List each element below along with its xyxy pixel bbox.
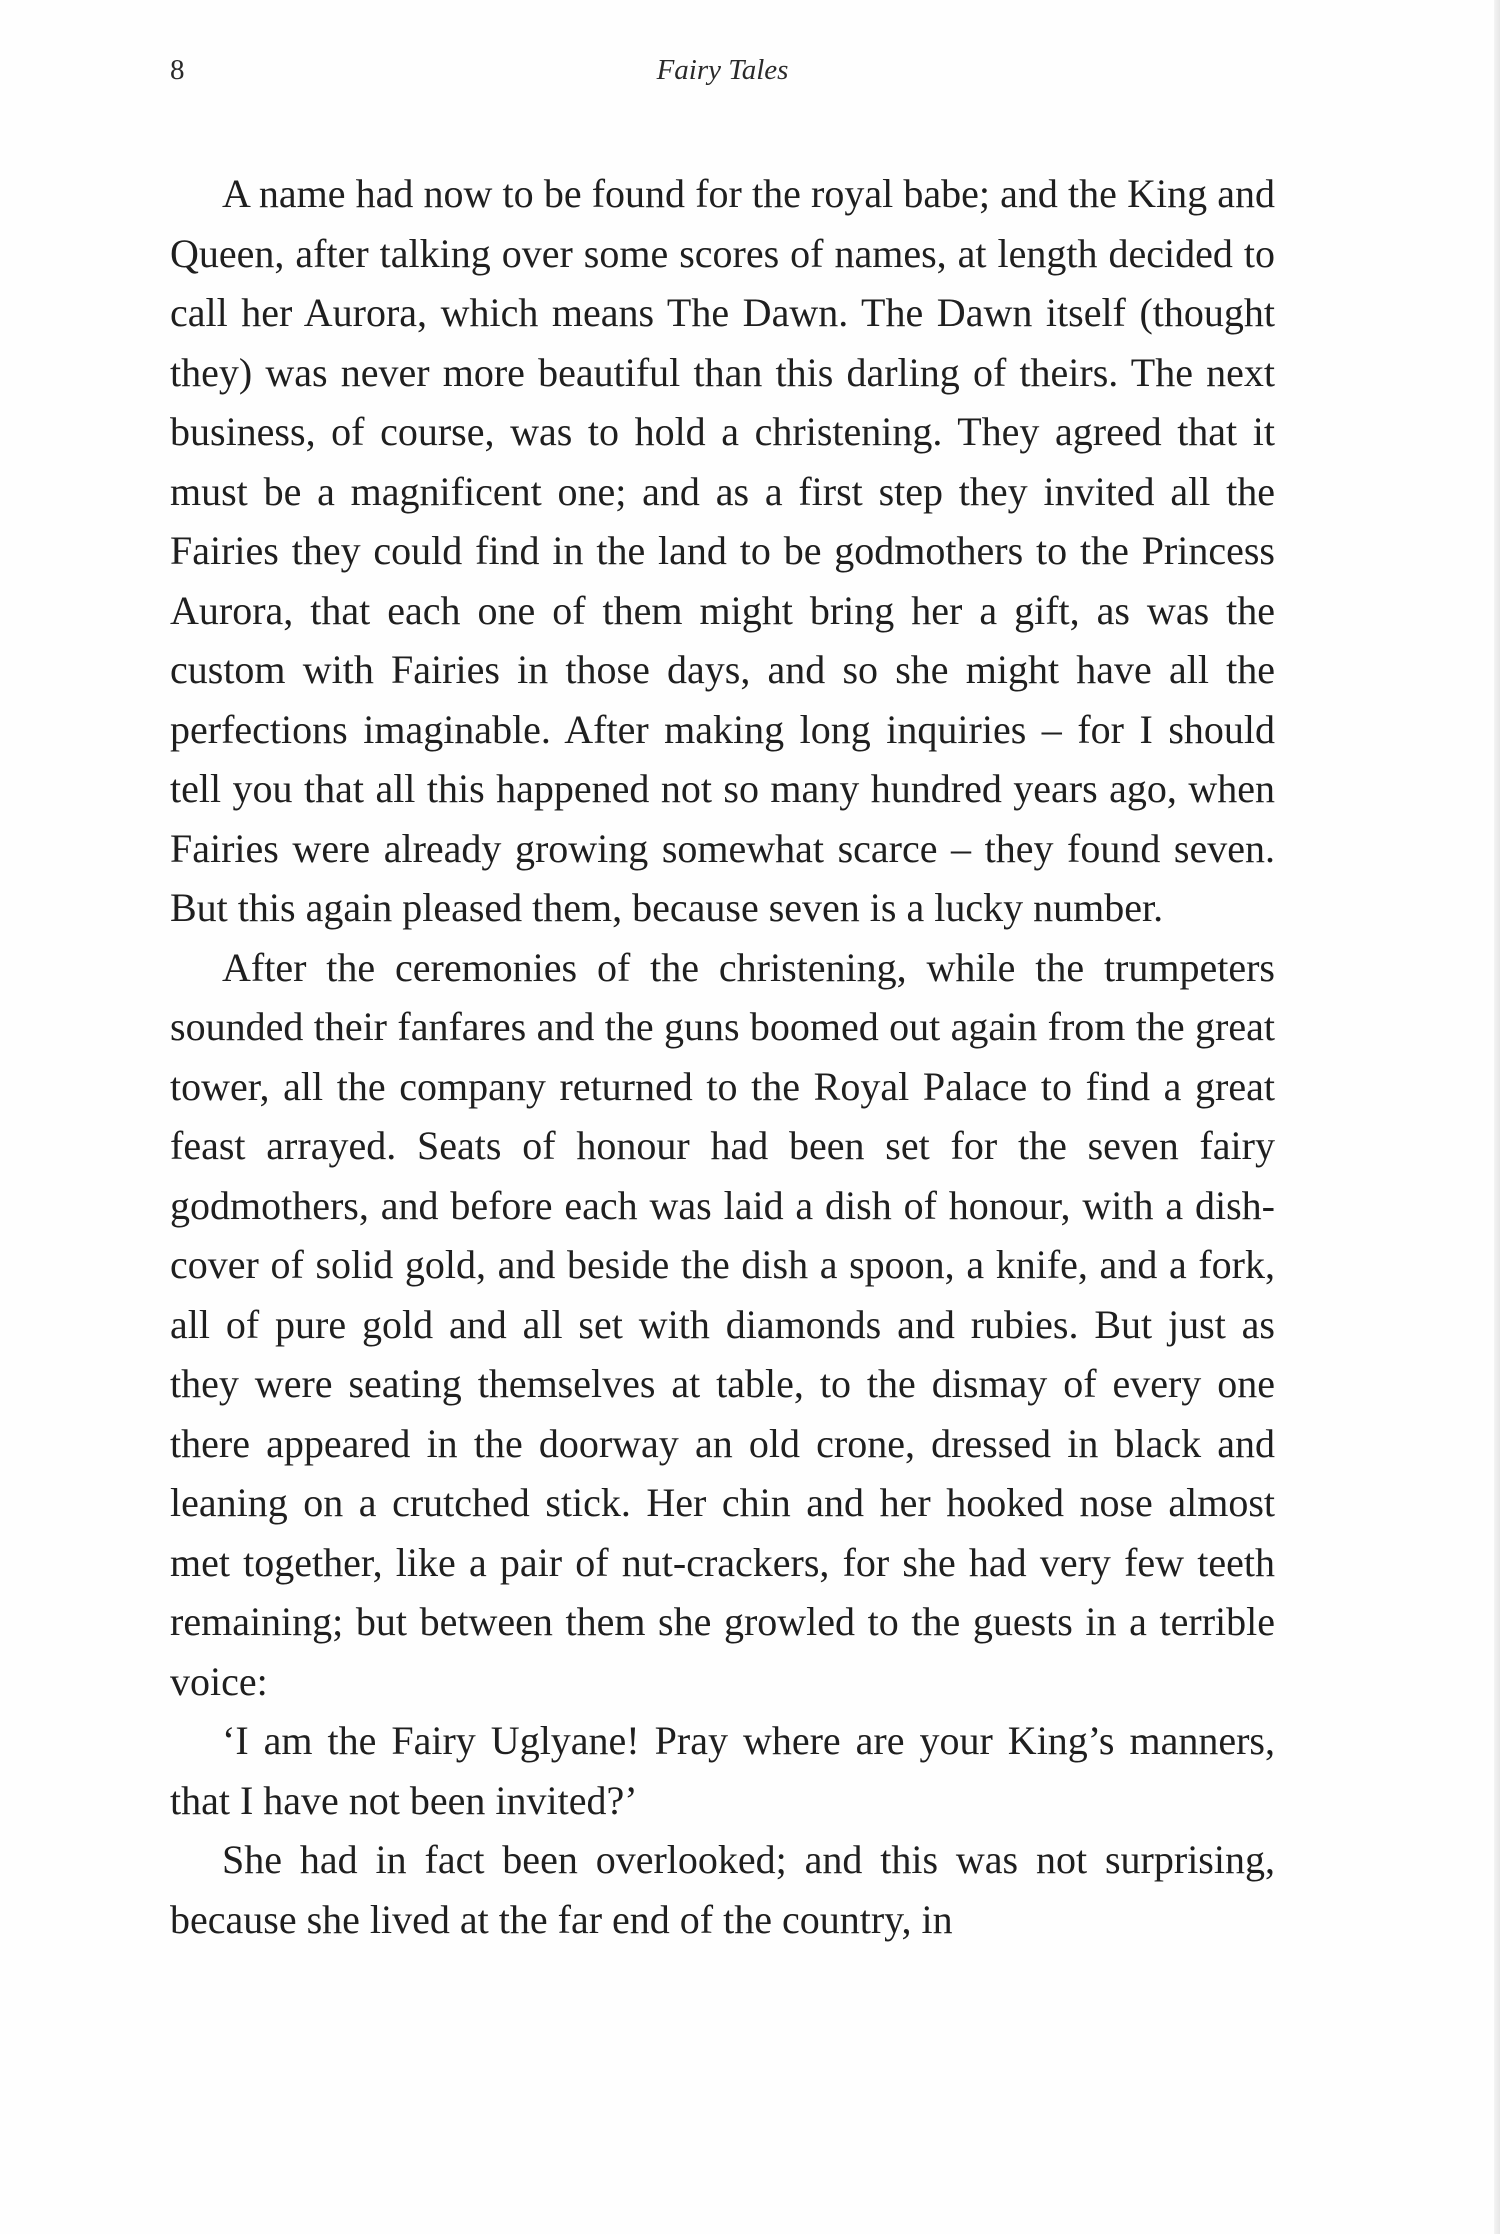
paragraph: A name had now to be found for the royal babe; and the King and Queen, after talking over some scores of names, at length decided to call her Aurora, which means The Dawn. The Dawn itself (thought they) was never more beautiful than this darling of theirs. The next business, of course, was to hold a christening. They agreed that it must be a magnificent one; and as a first step they invited all the Fairies they could find in the land to be godmothers to the Princess Aurora, that each one of them might bring her a gift, as was the custom with Fairies in those days, and so she might have all the perfections imaginable. After making long inquiries – for I should tell you that all this happened not so many hundred years ago, when Fairies were already growing somewhat scarce – they found seven. But this again pleased them, because seven is a lucky number. (170, 171, 1275, 930)
body-text (170, 164, 1275, 1949)
page-edge (1494, 0, 1500, 2234)
page-number: 8 (170, 54, 185, 86)
running-title: Fairy Tales (656, 54, 789, 86)
paragraph: She had in fact been overlooked; and this was not surprising, because she lived at the far end of the country, in (170, 1837, 1275, 1942)
paragraph: After the ceremonies of the christening, while the trumpeters sounded their fanfares and the guns boomed out again from the great tower, all the company returned to the Royal Palace to find a great feast arrayed. Seats of honour had been set for the seven fairy godmothers, and before each was laid a dish of honour, with a dish-cover of solid gold, and beside the dish a spoon, a knife, and a fork, all of pure gold and all set with diamonds and rubies. But just as they were seating themselves at table, to the dismay of every one there appeared in the doorway an old crone, dressed in black and leaning on a crutched stick. Her chin and her hooked nose almost met together, like a pair of nut-crackers, for she had very few teeth remaining; but between them she growled to the guests in a terrible voice: (170, 944, 1275, 1704)
paragraph: ‘I am the Fairy Uglyane! Pray where are your King’s manners, that I have not been invited?’ (170, 1718, 1275, 1823)
running-header (170, 54, 1275, 102)
